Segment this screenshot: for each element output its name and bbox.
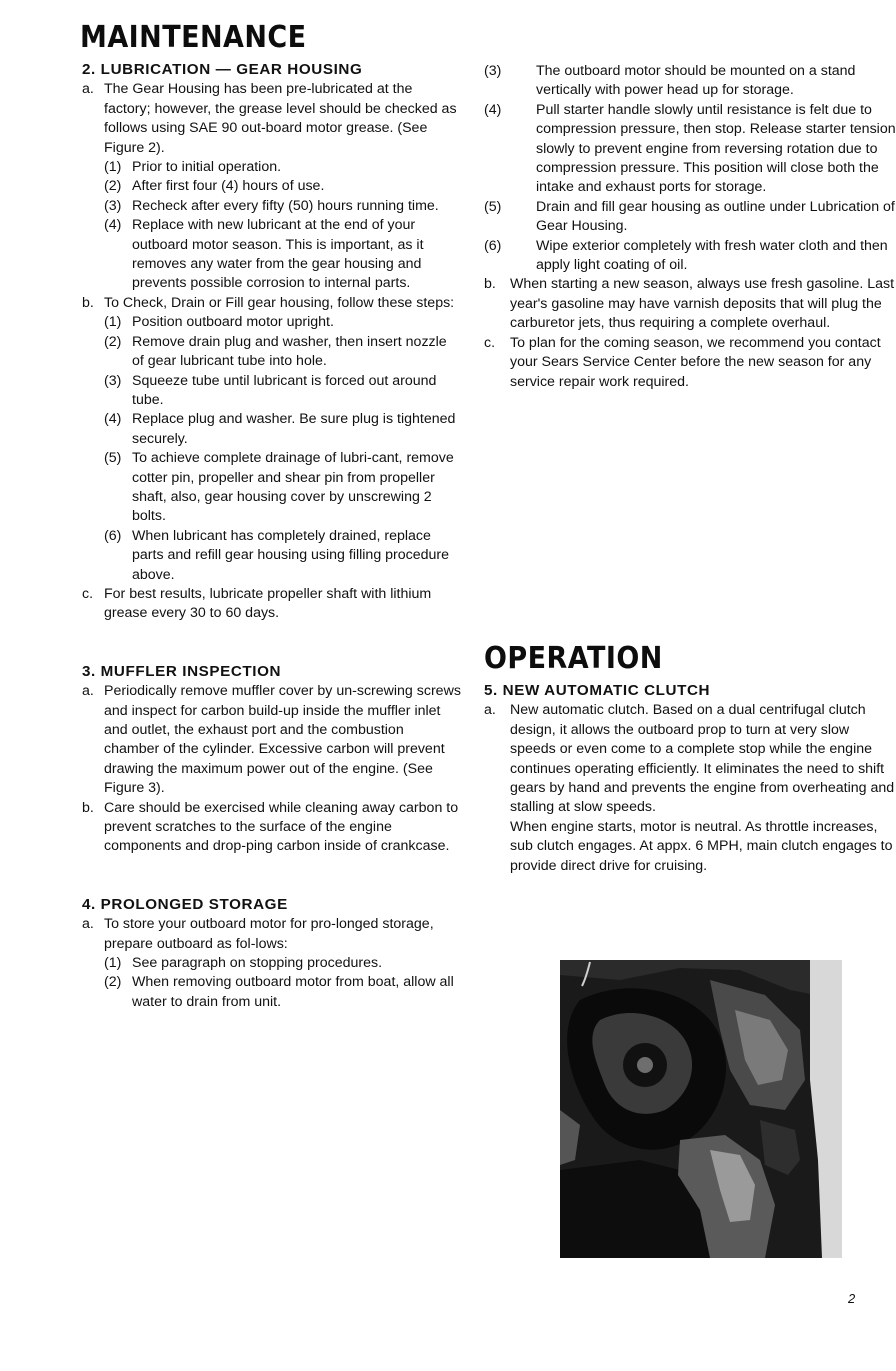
step-text: Remove drain plug and washer, then insert nozzle of gear lubricant tube into hole. xyxy=(132,333,447,370)
left-column xyxy=(82,60,462,1012)
step-text: Recheck after every fifty (50) hours running time. xyxy=(132,197,439,214)
step-number: (3) xyxy=(484,63,502,79)
step-number: (1) xyxy=(104,955,122,972)
lubrication-b-item xyxy=(82,449,462,527)
storage-a-item xyxy=(484,237,896,276)
storage-a-item xyxy=(484,62,896,101)
lubrication-a-item xyxy=(82,158,462,177)
lubrication-c xyxy=(82,585,462,624)
item-text-2: When engine starts, motor is neutral. As throttle increases, sub clutch engages. At appx. 6 MPH, main clutch engages to provide direct drive for cruising. xyxy=(510,818,893,874)
step-text: See paragraph on stopping procedures. xyxy=(132,955,383,972)
item-label: c. xyxy=(484,334,496,351)
page-number: 2 xyxy=(848,1291,856,1306)
lubrication-b-item xyxy=(82,313,462,332)
item-text: Periodically remove muffler cover by un-screwing screws and inspect for carbon build-up inside the muffler inlet and outlet, the exhaust port and the combustion chamber of the cylinder. Excessive carbon will prevent drawing the maximum power out of the engine. (See Figure 3). xyxy=(104,683,461,797)
step-text: After first four (4) hours of use. xyxy=(132,178,325,195)
step-text: When removing outboard motor from boat, allow all water to drain from unit. xyxy=(132,974,454,1010)
item-label: a. xyxy=(82,916,94,933)
step-text: Replace plug and washer. Be sure plug is tightened securely. xyxy=(132,411,456,447)
step-number: (4) xyxy=(484,101,502,118)
step-text: Squeeze tube until lubricant is forced out around tube. xyxy=(132,372,437,408)
maintenance-title: MAINTENANCE xyxy=(80,20,307,55)
storage-a-item xyxy=(484,101,896,198)
storage-b xyxy=(484,275,896,333)
muffler-b xyxy=(82,799,462,857)
clutch-a xyxy=(484,701,896,876)
step-number: (1) xyxy=(104,314,122,331)
item-text: For best results, lubricate propeller shaft with lithium grease every 30 to 60 days. xyxy=(104,585,432,622)
storage-a-item xyxy=(484,198,896,237)
step-text: Position outboard motor upright. xyxy=(132,314,334,331)
storage-a-item xyxy=(82,973,462,1012)
lubrication-a-item xyxy=(82,216,462,294)
right-column xyxy=(484,62,896,392)
step-text: Pull starter handle slowly until resistance is felt due to compression pressure, then stop. Release starter tension slowly to prevent engine from reversing rotation due to compression pressure. This position will close both the intake and exhaust ports for storage. xyxy=(536,101,896,196)
step-number: (3) xyxy=(104,372,122,389)
step-number: (4) xyxy=(104,217,122,234)
storage-a-item xyxy=(82,954,462,973)
item-text: To Check, Drain or Fill gear housing, follow these steps: xyxy=(104,294,455,311)
lubrication-b-item xyxy=(82,372,462,411)
step-text: The outboard motor should be mounted on a stand vertically with power head up for storage. xyxy=(536,63,856,99)
lubrication-heading: 2. LUBRICATION — GEAR HOUSING xyxy=(82,61,363,78)
step-number: (5) xyxy=(484,198,502,215)
lubrication-b-item xyxy=(82,333,462,372)
item-text: Care should be exercised while cleaning away carbon to prevent scratches to the surface of the engine components and drop-ping carbon inside of crankcase. xyxy=(104,799,459,855)
clutch-heading: 5. NEW AUTOMATIC CLUTCH xyxy=(484,682,711,699)
step-text: Wipe exterior completely with fresh water cloth and then apply light coating of oil. xyxy=(536,237,888,274)
step-text: When lubricant has completely drained, replace parts and refill gear housing using filling procedure above. xyxy=(132,527,450,583)
item-text: To plan for the coming season, we recommend you contact your Sears Service Center before the new season for any service repair work required. xyxy=(510,334,881,390)
outboard-motor-photo xyxy=(560,960,842,1258)
muffler-a xyxy=(82,682,462,798)
step-number: (2) xyxy=(104,333,122,350)
lubrication-b-item xyxy=(82,410,462,449)
step-text: Prior to initial operation. xyxy=(132,159,282,176)
item-label: a. xyxy=(484,702,496,719)
item-label: b. xyxy=(82,799,94,816)
lubrication-a-item xyxy=(82,177,462,196)
lubrication-a-item xyxy=(82,197,462,216)
step-number: (4) xyxy=(104,411,122,428)
lubrication-b-item xyxy=(82,527,462,585)
lubrication-b xyxy=(82,294,462,313)
step-number: (2) xyxy=(104,974,122,991)
storage-a xyxy=(82,915,462,954)
step-number: (6) xyxy=(484,237,502,254)
storage-heading: 4. PROLONGED STORAGE xyxy=(82,895,288,913)
muffler-heading: 3. MUFFLER INSPECTION xyxy=(82,662,282,680)
step-number: (1) xyxy=(104,159,122,176)
item-text: The Gear Housing has been pre-lubricated at the factory; however, the grease level should be checked as follows using SAE 90 out-board motor grease. (See Figure 2). xyxy=(104,81,457,156)
step-text: Drain and fill gear housing as outline under Lubrication of Gear Housing. xyxy=(536,198,895,235)
item-text: When starting a new season, always use fresh gasoline. Last year's gasoline may have varnish deposits that will plug the carburetor jets, thus requiring a complete overhaul. xyxy=(510,276,895,332)
item-label: a. xyxy=(82,683,94,700)
item-label: b. xyxy=(82,294,94,311)
item-label: c. xyxy=(82,585,94,602)
item-label: a. xyxy=(82,81,94,98)
step-number: (6) xyxy=(104,527,122,544)
operation-column xyxy=(484,681,896,876)
storage-c xyxy=(484,334,896,392)
step-number: (2) xyxy=(104,178,122,195)
operation-title: OPERATION xyxy=(484,641,663,676)
step-number: (5) xyxy=(104,450,122,467)
step-text: Replace with new lubricant at the end of your outboard motor season. This is important, as it removes any water from the gear housing and prevents possible corrosion to internal parts. xyxy=(132,217,424,292)
step-text: To achieve complete drainage of lubri-cant, remove cotter pin, propeller and shear pin from propeller shaft, also, gear housing cover by unscrewing 2 bolts. xyxy=(132,450,454,525)
step-number: (3) xyxy=(104,197,122,214)
item-text: New automatic clutch. Based on a dual centrifugal clutch design, it allows the outboard prop to turn at very slow speeds or even come to a complete stop while the engine continues operating efficiently. It eliminates the need to shift gears by hand and prevents the engine from overheating and stalling at slow speeds. xyxy=(510,702,895,816)
lubrication-a xyxy=(82,80,462,158)
item-label: b. xyxy=(484,276,496,293)
item-text: To store your outboard motor for pro-longed storage, prepare outboard as fol-lows: xyxy=(104,916,434,952)
